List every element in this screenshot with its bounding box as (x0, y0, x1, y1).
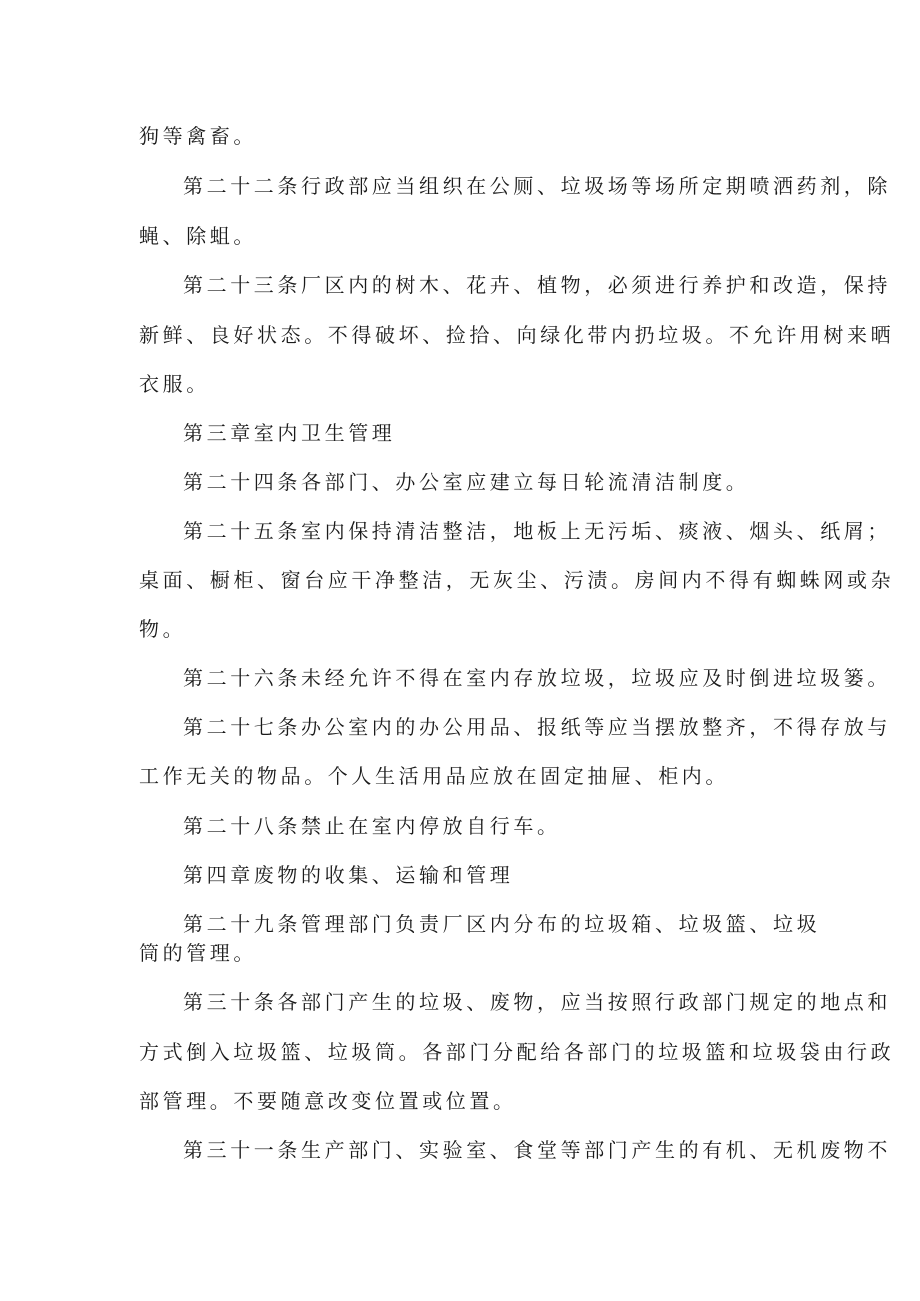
article-27-line-2: 工作无关的物品。个人生活用品应放在固定抽屉、柜内。 (139, 764, 729, 788)
article-30-line-2: 方式倒入垃圾篮、垃圾筒。各部门分配给各部门的垃圾篮和垃圾袋由行政 (139, 1040, 895, 1064)
article-29-line-2: 筒的管理。 (139, 941, 257, 965)
article-28-line-1: 第二十八条禁止在室内停放自行车。 (183, 814, 561, 838)
chapter-4-heading: 第四章废物的收集、运输和管理 (183, 863, 514, 887)
article-29-line-1: 第二十九条管理部门负责厂区内分布的垃圾箱、垃圾篮、垃圾 (183, 912, 821, 936)
article-27-line-1: 第二十七条办公室内的办公用品、报纸等应当摆放整齐，不得存放与 (183, 715, 891, 739)
article-23-line-3: 衣服。 (139, 372, 210, 396)
chapter-3-heading: 第三章室内卫生管理 (183, 421, 396, 445)
article-23-line-1: 第二十三条厂区内的树木、花卉、植物，必须进行养护和改造，保持 (183, 273, 891, 297)
text-line: 狗等禽畜。 (139, 124, 257, 148)
article-26-line-1: 第二十六条未经允许不得在室内存放垃圾，垃圾应及时倒进垃圾篓。 (183, 666, 891, 690)
article-22-line-2: 蝇、除蛆。 (139, 224, 257, 248)
article-23-line-2: 新鲜、良好状态。不得破坏、捡拾、向绿化带内扔垃圾。不允许用树来晒 (139, 323, 895, 347)
article-31-line-1: 第三十一条生产部门、实验室、食堂等部门产生的有机、无机废物不 (183, 1138, 891, 1162)
article-24-line-1: 第二十四条各部门、办公室应建立每日轮流清洁制度。 (183, 470, 750, 494)
article-30-line-3: 部管理。不要随意改变位置或位置。 (139, 1089, 517, 1113)
article-22-line-1: 第二十二条行政部应当组织在公厕、垃圾场等场所定期喷洒药剂，除 (183, 174, 891, 198)
article-25-line-3: 物。 (139, 617, 187, 641)
article-30-line-1: 第三十条各部门产生的垃圾、废物，应当按照行政部门规定的地点和 (183, 990, 891, 1014)
article-25-line-2: 桌面、橱柜、窗台应干净整洁，无灰尘、污渍。房间内不得有蜘蛛网或杂 (139, 568, 895, 592)
article-25-line-1: 第二十五条室内保持清洁整洁，地板上无污垢、痰液、烟头、纸屑； (183, 519, 891, 543)
